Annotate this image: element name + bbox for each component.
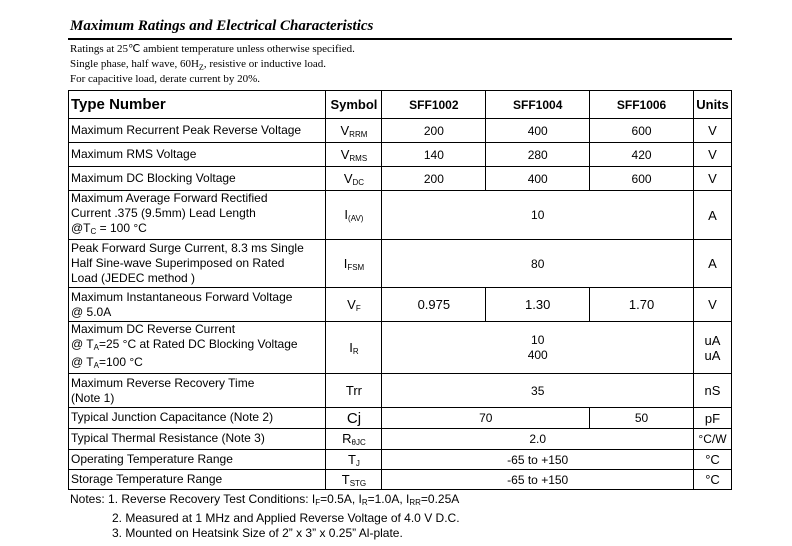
param-ir <box>69 322 326 374</box>
symbol-vrms-sub: RMS <box>349 153 368 163</box>
condition-phase-sub: Z <box>198 63 204 73</box>
unit-ir-25c: uA <box>704 332 721 348</box>
param-ir-line3-sub: A <box>93 361 99 370</box>
unit-iav: A <box>693 191 731 240</box>
symbol-vf <box>326 288 382 322</box>
value-tj: -65 to +150 <box>382 450 694 470</box>
condition-ambient: Ratings at 25℃ ambient temperature unless otherwise specified. <box>70 43 355 55</box>
param-ir-line3-pre: @ T <box>71 355 94 369</box>
ratings-table <box>68 90 732 490</box>
header-symbol: Symbol <box>326 91 382 119</box>
value-cj-1006: 50 <box>590 408 694 429</box>
param-trr-line1: Maximum Reverse Recovery Time <box>71 375 255 390</box>
param-ir-line2-sub: A <box>93 343 99 352</box>
value-vf-1004: 1.30 <box>486 288 590 322</box>
row-vf <box>69 288 732 322</box>
symbol-rth <box>326 429 382 450</box>
param-ifsm-line1: Peak Forward Surge Current, 8.3 ms Single <box>71 241 304 255</box>
param-vdc: Maximum DC Blocking Voltage <box>69 167 326 191</box>
unit-vdc: V <box>693 167 731 191</box>
unit-vf: V <box>693 288 731 322</box>
symbol-tj <box>326 450 382 470</box>
symbol-tstg-main: T <box>341 471 350 487</box>
param-vrrm: Maximum Recurrent Peak Reverse Voltage <box>69 119 326 143</box>
symbol-vrrm-sub: RRM <box>349 129 368 139</box>
row-tstg <box>69 470 732 490</box>
unit-tj: °C <box>693 450 731 470</box>
param-trr <box>69 374 326 408</box>
symbol-ir-sub: R <box>352 346 359 356</box>
note-1-mid2: =1.0A, I <box>367 492 410 506</box>
param-vrms: Maximum RMS Voltage <box>69 143 326 167</box>
row-vrms <box>69 143 732 167</box>
param-cj: Typical Junction Capacitance (Note 2) <box>69 408 326 429</box>
header-row <box>69 91 732 119</box>
symbol-vrrm <box>326 119 382 143</box>
note-1-sub-f: F <box>315 498 321 507</box>
unit-rth: °C/W <box>693 429 731 450</box>
param-iav-line2: Current .375 (9.5mm) Lead Length <box>71 206 256 220</box>
value-vdc-1002: 200 <box>382 167 486 191</box>
value-trr: 35 <box>382 374 694 408</box>
note-2: 2. Measured at 1 MHz and Applied Reverse Voltage of 4.0 V D.C. <box>112 510 460 525</box>
row-vrrm <box>69 119 732 143</box>
value-vdc-1006: 600 <box>590 167 694 191</box>
symbol-vdc-main: V <box>343 170 353 186</box>
symbol-ifsm <box>326 240 382 288</box>
param-iav-tc-sub: C <box>90 227 97 236</box>
value-cj-1002-1004: 70 <box>382 408 590 429</box>
value-vrrm-1004: 400 <box>486 119 590 143</box>
param-ifsm <box>69 240 326 288</box>
symbol-vrms-main: V <box>340 146 350 162</box>
header-sff1006: SFF1006 <box>590 91 694 119</box>
param-iav-tc-pre: @T <box>71 221 91 235</box>
note-1-sub-r: R <box>361 498 368 507</box>
param-ir-line2-post: =25 °C at Rated DC Blocking Voltage <box>98 337 298 351</box>
symbol-ifsm-main: I <box>343 255 348 271</box>
unit-ir-100c: uA <box>704 347 721 363</box>
param-rth: Typical Thermal Resistance (Note 3) <box>69 429 326 450</box>
section-title: Maximum Ratings and Electrical Characteristics <box>70 18 374 34</box>
param-iav-line3 <box>71 221 323 239</box>
value-vf-1002: 0.975 <box>382 288 486 322</box>
param-tstg: Storage Temperature Range <box>69 470 326 490</box>
unit-ir <box>693 322 731 374</box>
symbol-tstg <box>326 470 382 490</box>
header-type-number: Type Number <box>69 91 326 119</box>
param-tj: Operating Temperature Range <box>69 450 326 470</box>
row-tj <box>69 450 732 470</box>
value-vdc-1004: 400 <box>486 167 590 191</box>
symbol-ir <box>326 322 382 374</box>
symbol-tj-main: T <box>347 451 356 467</box>
symbol-iav-main: I <box>344 207 349 222</box>
param-iav-line1: Maximum Average Forward Rectified <box>71 191 268 205</box>
row-rth <box>69 429 732 450</box>
row-ir <box>69 322 732 374</box>
note-1-sub-rr: RR <box>409 498 421 507</box>
symbol-vf-sub: F <box>355 303 361 313</box>
value-vf-1006: 1.70 <box>590 288 694 322</box>
symbol-rth-sub: θJC <box>351 438 366 447</box>
param-vf-line1: Maximum Instantaneous Forward Voltage <box>71 289 293 304</box>
symbol-vdc-sub: DC <box>352 177 365 187</box>
note-1 <box>70 492 460 511</box>
value-ir-25c: 10 <box>531 332 545 347</box>
row-cj <box>69 408 732 429</box>
header-sff1002: SFF1002 <box>382 91 486 119</box>
unit-trr: nS <box>693 374 731 408</box>
symbol-tj-sub: J <box>355 458 360 468</box>
note-1-mid1: =0.5A, I <box>320 492 362 506</box>
symbol-tstg-sub: STG <box>349 478 367 488</box>
row-iav <box>69 191 732 240</box>
symbol-cj: Cj <box>326 408 382 429</box>
symbol-vdc <box>326 167 382 191</box>
param-ir-line3 <box>71 355 323 373</box>
value-ir-100c: 400 <box>527 347 548 362</box>
symbol-trr: Trr <box>326 374 382 408</box>
value-rth: 2.0 <box>382 429 694 450</box>
symbol-ifsm-sub: FSM <box>347 262 365 272</box>
value-vrms-1004: 280 <box>486 143 590 167</box>
unit-cj: pF <box>693 408 731 429</box>
header-sff1004: SFF1004 <box>486 91 590 119</box>
value-vrms-1006: 420 <box>590 143 694 167</box>
param-iav-tc-post: = 100 °C <box>96 221 147 235</box>
value-ifsm: 80 <box>382 240 694 288</box>
row-ifsm <box>69 240 732 288</box>
param-iav <box>69 191 326 240</box>
note-1-pre: 1. Reverse Recovery Test Conditions: I <box>108 492 316 506</box>
title-underline <box>68 38 732 40</box>
param-vf-line2: @ 5.0A <box>71 304 112 319</box>
param-ir-line1: Maximum DC Reverse Current <box>71 322 236 336</box>
unit-vrrm: V <box>693 119 731 143</box>
param-ir-line2-pre: @ T <box>71 337 94 351</box>
param-vf <box>69 288 326 322</box>
value-vrms-1002: 140 <box>382 143 486 167</box>
param-trr-line2: (Note 1) <box>71 390 115 405</box>
unit-ifsm: A <box>693 240 731 288</box>
value-tstg: -65 to +150 <box>382 470 694 490</box>
symbol-vf-main: V <box>347 296 356 312</box>
symbol-vrms <box>326 143 382 167</box>
param-ifsm-line2: Half Sine-wave Superimposed on Rated <box>71 256 285 270</box>
value-ir <box>382 322 694 374</box>
condition-phase-text: Single phase, half wave, 60H <box>70 58 199 70</box>
value-iav: 10 <box>382 191 694 240</box>
notes-label: Notes: <box>70 492 105 506</box>
symbol-rth-main: R <box>342 431 352 446</box>
value-vrrm-1006: 600 <box>590 119 694 143</box>
param-ifsm-line3: Load (JEDEC method ) <box>71 271 196 285</box>
notes-block <box>70 492 460 542</box>
condition-phase-tail: , resistive or inductive load. <box>203 58 327 70</box>
note-3: 3. Mounted on Heatsink Size of 2” x 3” x 0.25” Al-plate. <box>112 526 403 540</box>
symbol-iav-sub: (AV) <box>348 214 364 223</box>
param-ir-line2 <box>71 337 323 355</box>
symbol-iav <box>326 191 382 240</box>
unit-tstg: °C <box>693 470 731 490</box>
condition-capacitive: For capacitive load, derate current by 20%. <box>70 73 260 85</box>
row-vdc <box>69 167 732 191</box>
value-vrrm-1002: 200 <box>382 119 486 143</box>
param-ir-line3-post: =100 °C <box>98 355 143 369</box>
header-units: Units <box>693 91 731 119</box>
symbol-vrrm-main: V <box>340 122 350 138</box>
note-1-post: =0.25A <box>420 492 460 506</box>
row-trr <box>69 374 732 408</box>
unit-vrms: V <box>693 143 731 167</box>
symbol-ir-main: I <box>349 339 353 355</box>
